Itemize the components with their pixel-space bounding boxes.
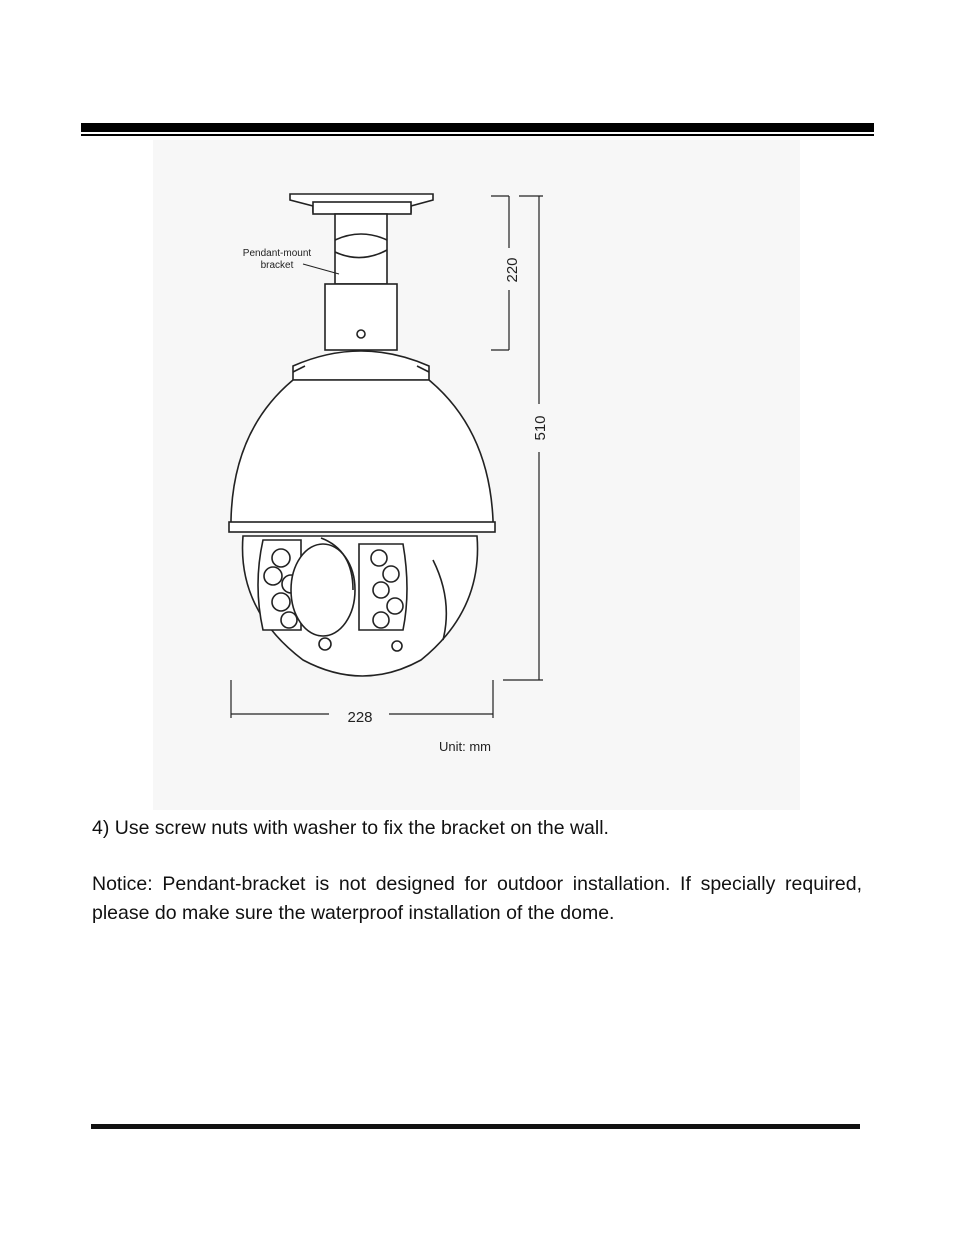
header-rule-thin — [81, 134, 874, 136]
camera-dimension-diagram — [153, 140, 800, 810]
bracket-upper-pipe — [335, 214, 387, 284]
footer-rule — [91, 1124, 860, 1129]
step-4-text: 4) Use screw nuts with washer to fix the bracket on the wall. — [92, 817, 609, 839]
unit-label: Unit: mm — [439, 739, 491, 754]
label-bracket-line1: Pendant-mount — [242, 248, 312, 259]
dimension-228: 228 — [347, 709, 373, 726]
bracket-lower-pipe — [325, 284, 397, 350]
dome-housing — [231, 380, 493, 528]
header-rule-thick — [81, 123, 874, 132]
label-bracket-line2: bracket — [260, 260, 294, 271]
notice-text: Notice: Pendant-bracket is not designed for outdoor installation. If specially required, please do make sure the waterproof installation of the dome. — [92, 873, 862, 924]
ceiling-plate-flange — [313, 202, 411, 214]
dimension-510: 510 — [532, 415, 549, 441]
bracket-screw — [357, 330, 365, 338]
dimension-220: 220 — [504, 257, 521, 283]
dome-collar — [293, 351, 429, 380]
dome-seam — [229, 522, 495, 532]
diagram-svg — [153, 140, 800, 810]
